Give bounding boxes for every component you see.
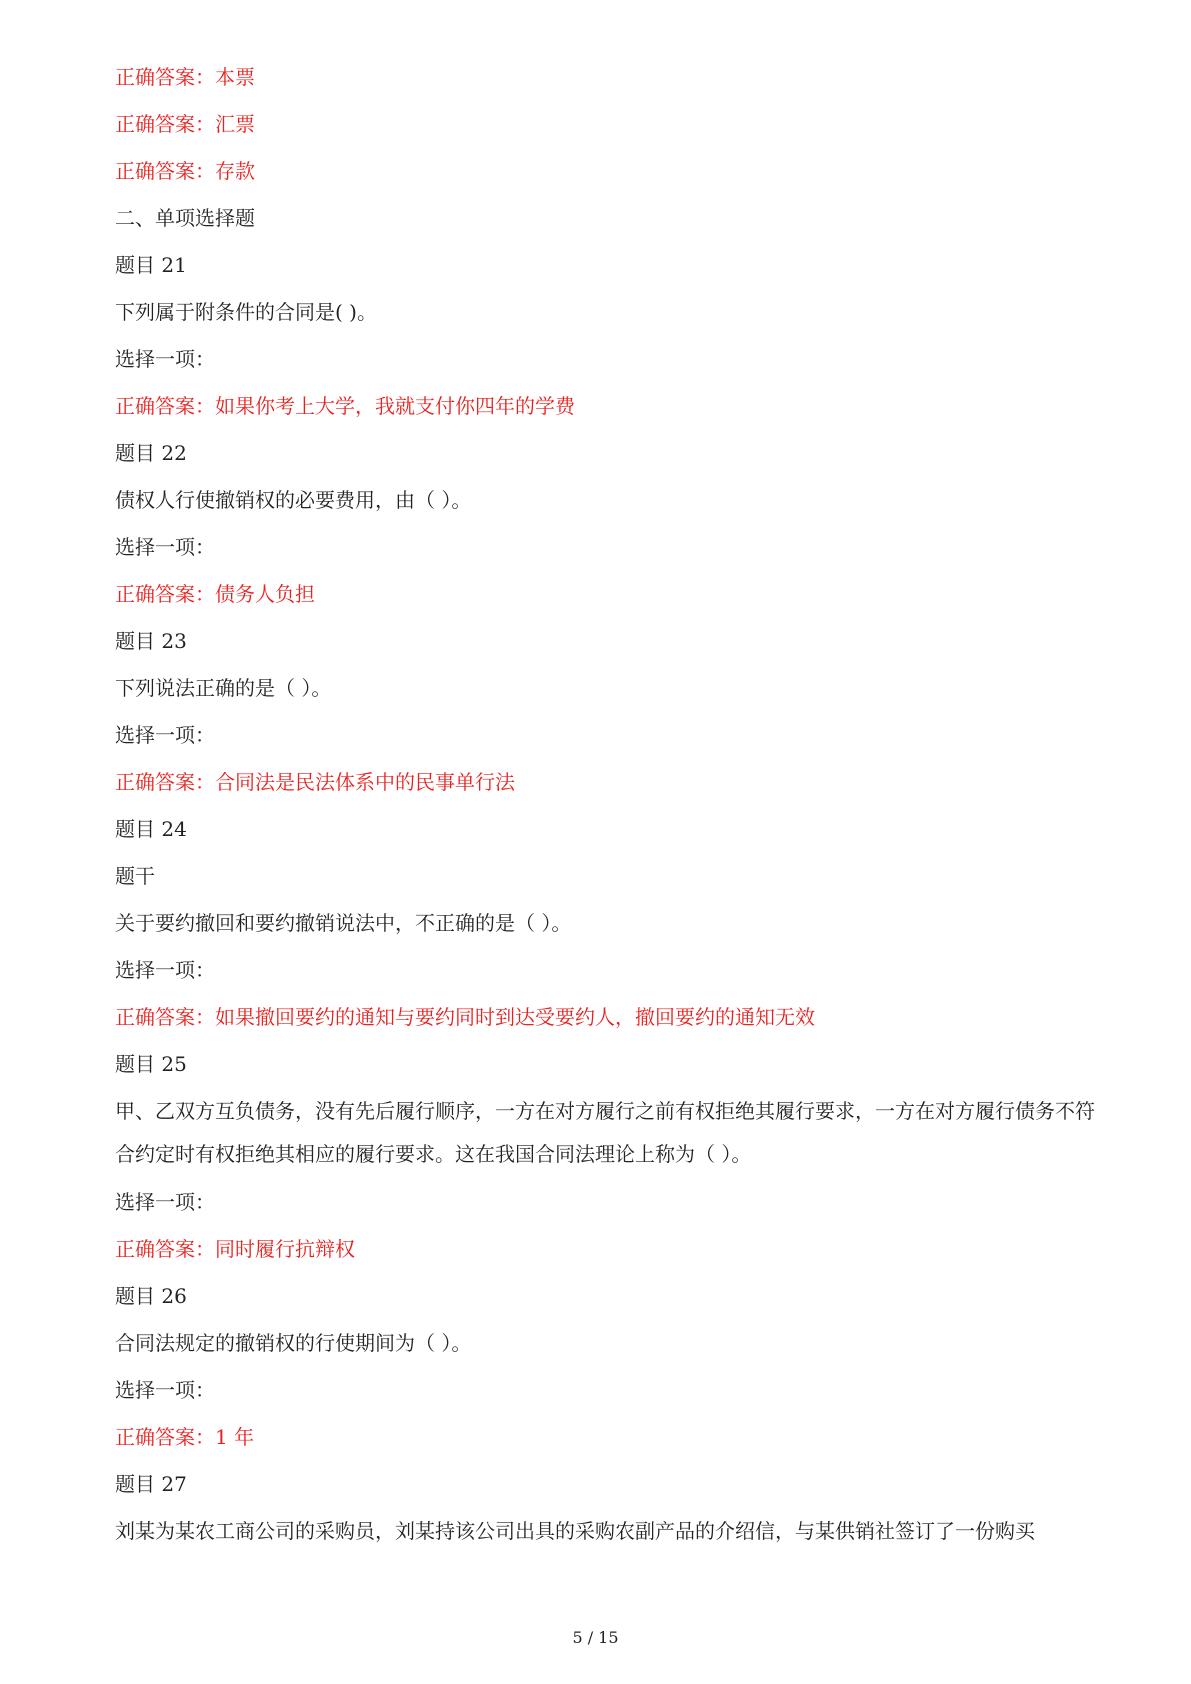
text-line: 题干 bbox=[115, 864, 155, 888]
answer-line: 正确答案：本票 bbox=[115, 65, 255, 89]
answer-line: 正确答案：同时履行抗辩权 bbox=[115, 1237, 355, 1261]
choose-one-label: 选择一项： bbox=[115, 1190, 215, 1214]
answer-line: 正确答案：如果你考上大学，我就支付你四年的学费 bbox=[115, 394, 575, 418]
question-number: 题目 25 bbox=[115, 1052, 187, 1076]
answer-line: 正确答案：债务人负担 bbox=[115, 582, 315, 606]
question-paragraph: 甲、乙双方互负债务，没有先后履行顺序，一方在对方履行之前有权拒绝其履行要求，一方在对方履行债务不符合约定时有权拒绝其相应的履行要求。这在我国合同法理论上称为（ ）。 bbox=[115, 1099, 1095, 1166]
question-number: 题目 27 bbox=[115, 1472, 187, 1496]
document-body bbox=[115, 62, 1095, 1563]
choose-one-label: 选择一项： bbox=[115, 347, 215, 371]
answer-line: 正确答案：如果撤回要约的通知与要约同时到达受要约人，撤回要约的通知无效 bbox=[115, 1005, 815, 1029]
question-number: 题目 24 bbox=[115, 817, 187, 841]
text-line: 下列属于附条件的合同是( )。 bbox=[115, 300, 377, 324]
question-number: 题目 21 bbox=[115, 253, 187, 277]
answer-line: 正确答案：存款 bbox=[115, 159, 255, 183]
choose-one-label: 选择一项： bbox=[115, 1378, 215, 1402]
question-number: 题目 23 bbox=[115, 629, 187, 653]
page-number: 5 / 15 bbox=[572, 1628, 619, 1647]
question-number: 题目 26 bbox=[115, 1284, 187, 1308]
text-line: 二、单项选择题 bbox=[115, 206, 255, 230]
text-line: 下列说法正确的是（ ）。 bbox=[115, 676, 332, 700]
text-line: 刘某为某农工商公司的采购员，刘某持该公司出具的采购农副产品的介绍信，与某供销社签订了一份购买 bbox=[115, 1519, 1035, 1543]
answer-line: 正确答案：汇票 bbox=[115, 112, 255, 136]
answer-line: 正确答案：1 年 bbox=[115, 1425, 255, 1449]
choose-one-label: 选择一项： bbox=[115, 535, 215, 559]
text-line: 关于要约撤回和要约撤销说法中，不正确的是（ ）。 bbox=[115, 911, 572, 935]
text-line: 债权人行使撤销权的必要费用，由（ ）。 bbox=[115, 488, 472, 512]
choose-one-label: 选择一项： bbox=[115, 958, 215, 982]
question-number: 题目 22 bbox=[115, 441, 187, 465]
choose-one-label: 选择一项： bbox=[115, 723, 215, 747]
text-line: 合同法规定的撤销权的行使期间为（ ）。 bbox=[115, 1331, 472, 1355]
answer-line: 正确答案：合同法是民法体系中的民事单行法 bbox=[115, 770, 515, 794]
